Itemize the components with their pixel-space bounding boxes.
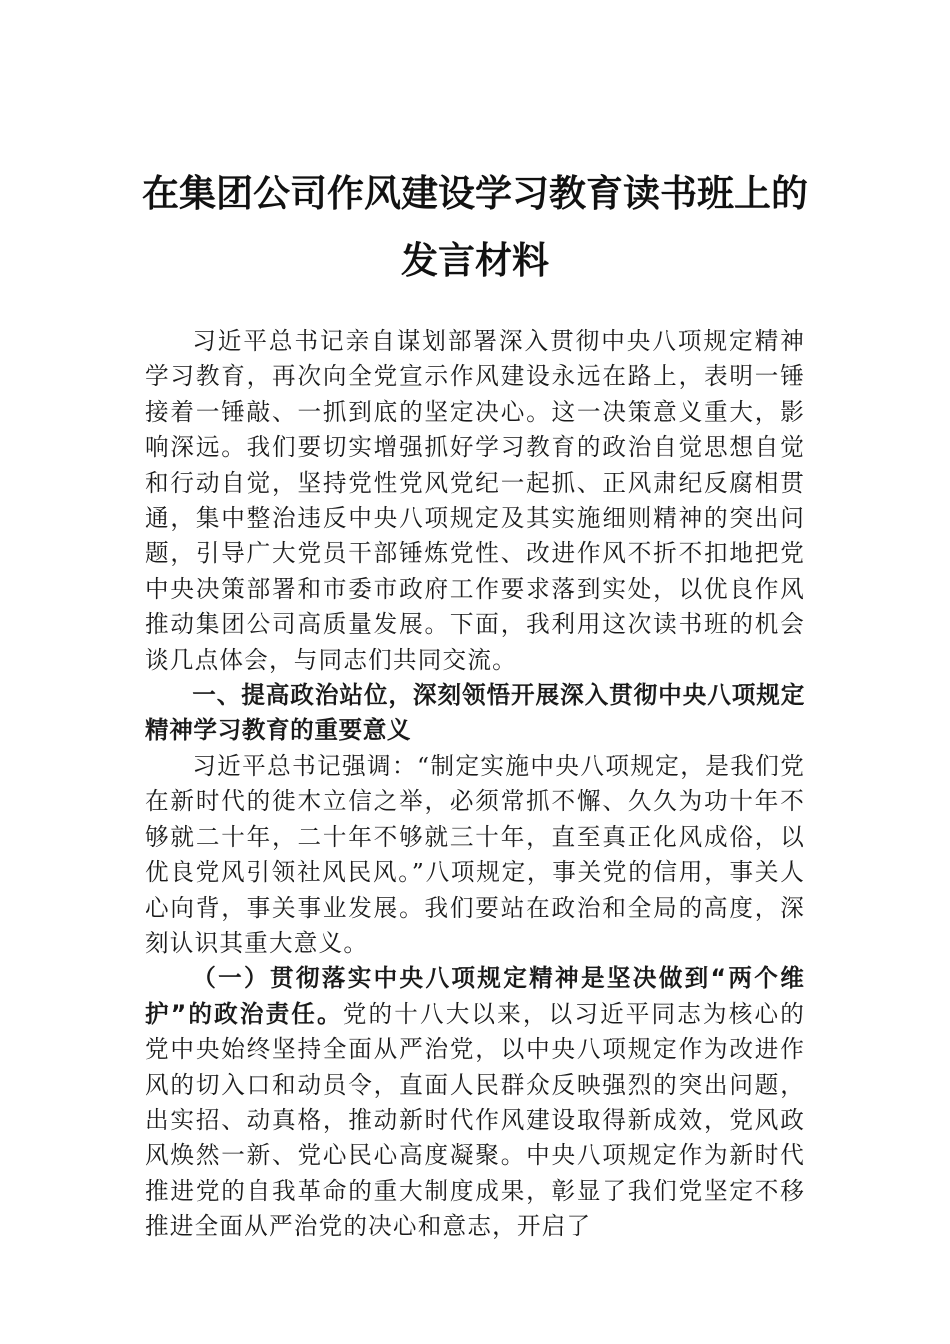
document-title-line-2: 发言材料 xyxy=(401,238,549,282)
subsection-1-paragraph xyxy=(145,961,805,1244)
section-1-paragraph: 习近平总书记强调：“制定实施中央八项规定，是我们党在新时代的徙木立信之举，必须常抓不懈、久久为功十年不够就二十年，二十年不够就三十年，直至真正化风成俗，以优良党风引领社风民风。”八项规定，事关党的信用，事关人心向背，事关事业发展。我们要站在政治和全局的高度，深刻认识其重大意义。 xyxy=(145,751,805,957)
subsection-1-body: 党的十八大以来，以习近平同志为核心的党中央始终坚持全面从严治党，以中央八项规定作为改进作风的切入口和动员令，直面人民群众反映强烈的突出问题，出实招、动真格，推动新时代作风建设取得新成效，党风政风焕然一新、党心民心高度凝聚。中央八项规定作为新时代推进党的自我革命的重大制度成果，彰显了我们党坚定不移推进全面从严治党的决心和意志，开启了 xyxy=(145,999,805,1241)
subsection-1-lead: （一）贯彻落实中央八项规定精神是坚决做到“两个维护”的政治责任。 xyxy=(145,964,805,1028)
document-body xyxy=(145,324,805,1245)
document-title-line-1: 在集团公司作风建设学习教育读书班上的 xyxy=(142,171,808,215)
section-heading-1: 一、提高政治站位，深刻领悟开展深入贯彻中央八项规定精神学习教育的重要意义 xyxy=(145,681,805,745)
intro-paragraph: 习近平总书记亲自谋划部署深入贯彻中央八项规定精神学习教育，再次向全党宣示作风建设永远在路上，表明一锤接着一锤敲、一抓到底的坚定决心。这一决策意义重大，影响深远。我们要切实增强抓好学习教育的政治自觉思想自觉和行动自觉，坚持党性党风党纪一起抓、正风肃纪反腐相贯通，集中整治违反中央八项规定及其实施细则精神的突出问题，引导广大党员干部锤炼党性、改进作风不折不扣地把党中央决策部署和市委市政府工作要求落到实处，以优良作风推动集团公司高质量发展。下面，我利用这次读书班的机会谈几点体会，与同志们共同交流。 xyxy=(145,327,805,674)
